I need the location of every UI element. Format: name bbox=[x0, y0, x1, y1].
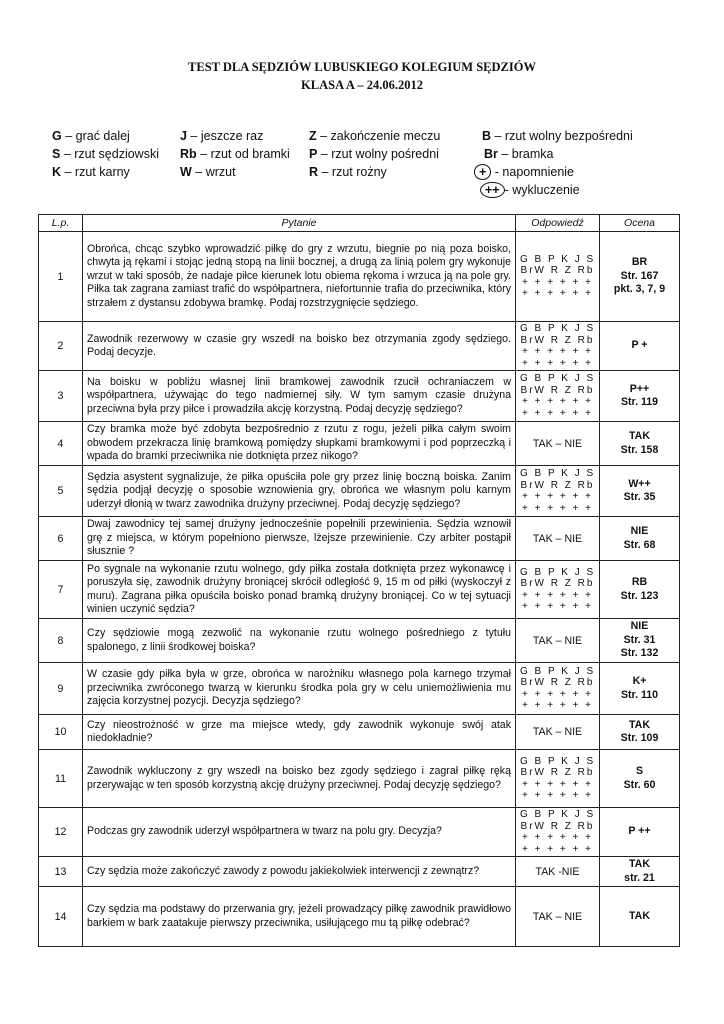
legend-item-Br: Br – bramka bbox=[484, 147, 554, 161]
caution-symbol: + bbox=[474, 164, 491, 180]
question-number: 14 bbox=[39, 887, 83, 947]
question-text: Na boisku w pobliżu własnej linii bramkowej zawodnik rzucił ochraniaczem w współpartnera, używając do tego nadmiernej siły. W tym samym czasie drużyna przeciwna była przy piłce i prowadziła akcję korzystną. Podaj decyzję sędziego? bbox=[83, 371, 516, 422]
header-score: Ocena bbox=[600, 215, 680, 232]
table-row bbox=[39, 232, 680, 322]
legend-item-W: W – wrzut bbox=[180, 165, 236, 179]
question-text: Po sygnale na wykonanie rzutu wolnego, gdy piłka została dotknięta przez wykonawcę i poruszyła się, zawodnik drużyny broniącej skrócił odległość 9, 15 m od piłki (wyskoczył z muru). Zagrana piłka opuściła boisko ponad bramką drużyny broniącej. Co w tej sytuacji winien uczynić sędzia? bbox=[83, 561, 516, 619]
answer-grid-row4: + + + + + + bbox=[522, 357, 593, 369]
score-cell: K+ Str. 110 bbox=[600, 663, 680, 715]
table-row bbox=[39, 466, 680, 517]
answer-grid-row1: G B P K J S bbox=[520, 755, 596, 767]
answer-grid-row1: G B P K J S bbox=[520, 468, 596, 479]
answer-grid-row1: G B P K J S bbox=[520, 566, 596, 578]
question-number: 10 bbox=[39, 715, 83, 750]
question-number: 13 bbox=[39, 857, 83, 887]
answer-grid-row1: G B P K J S bbox=[520, 809, 596, 820]
question-number: 1 bbox=[39, 232, 83, 322]
table-row bbox=[39, 619, 680, 663]
question-number: 2 bbox=[39, 322, 83, 371]
answer-grid bbox=[520, 567, 595, 613]
question-number: 5 bbox=[39, 466, 83, 517]
answer-text: TAK – NIE bbox=[532, 726, 583, 738]
table-row bbox=[39, 750, 680, 808]
questions-body bbox=[39, 232, 680, 947]
question-text: W czasie gdy piłka była w grze, obrońca w narożniku własnego pola karnego trzymał przeciwnika zwróconego twarzą w kierunku środka pola gry w celu uniemożliwienia mu zajęcia korzystnej pozycji. Decyzja sędziego? bbox=[83, 663, 516, 715]
answer-cell bbox=[516, 517, 600, 561]
answer-grid bbox=[520, 323, 595, 369]
answer-grid bbox=[520, 468, 595, 514]
answer-text: TAK – NIE bbox=[532, 910, 583, 923]
legend-item-J: J – jeszcze raz bbox=[180, 129, 264, 143]
answer-cell bbox=[516, 466, 600, 517]
answer-grid bbox=[520, 809, 595, 855]
score-cell: P++ Str. 119 bbox=[600, 371, 680, 422]
question-number: 4 bbox=[39, 422, 83, 466]
answer-text: TAK -NIE bbox=[535, 865, 580, 878]
answer-grid-row4: + + + + + + bbox=[522, 288, 593, 299]
score-cell: S Str. 60 bbox=[600, 750, 680, 808]
question-number: 9 bbox=[39, 663, 83, 715]
legend-item-G: G – grać dalej bbox=[52, 129, 130, 143]
answer-grid bbox=[520, 254, 595, 300]
question-text: Podczas gry zawodnik uderzył współpartnera w twarz na polu gry. Decyzja? bbox=[83, 808, 516, 857]
answer-cell bbox=[516, 561, 600, 619]
answer-cell bbox=[516, 619, 600, 663]
answer-grid-row4: + + + + + + bbox=[522, 700, 593, 711]
legend-item-sending-off: ++ - wykluczenie bbox=[480, 182, 580, 199]
table-row bbox=[39, 322, 680, 371]
header-answer: Odpowiedź bbox=[516, 215, 600, 232]
legend-item-P: P – rzut wolny pośredni bbox=[309, 147, 439, 161]
question-number: 6 bbox=[39, 517, 83, 561]
answer-grid bbox=[520, 373, 595, 419]
question-number: 11 bbox=[39, 750, 83, 808]
legend-item-Z: Z – zakończenie meczu bbox=[309, 129, 441, 143]
question-text: Czy sędzia ma podstawy do przerwania gry, jeżeli prowadzący piłkę zawodnik prawidłowo barkiem w bark zaatakuje pierwszy przeciwnika, usiłującego mu tą piłkę odebrać? bbox=[83, 887, 516, 947]
legend-item-S: S – rzut sędziowski bbox=[52, 147, 159, 161]
score-cell: P ++ bbox=[600, 808, 680, 857]
legend-item-caution: + - napomnienie bbox=[474, 164, 574, 181]
answer-grid-row4: + + + + + + bbox=[522, 601, 593, 612]
answer-cell bbox=[516, 322, 600, 371]
answer-grid-row4: + + + + + + bbox=[522, 502, 593, 514]
score-cell: BR Str. 167 pkt. 3, 7, 9 bbox=[600, 232, 680, 322]
answer-grid-row2: BrW R Z Rb bbox=[520, 479, 595, 491]
table-header-row bbox=[39, 215, 680, 232]
question-text: Czy sędzia może zakończyć zawody z powodu jakiekolwiek interwencji z zewnątrz? bbox=[83, 857, 516, 887]
score-cell: RB Str. 123 bbox=[600, 561, 680, 619]
answer-cell bbox=[516, 371, 600, 422]
answer-cell bbox=[516, 715, 600, 750]
score-cell: P + bbox=[600, 322, 680, 371]
questions-table bbox=[38, 214, 680, 947]
answer-grid-row1: G B P K J S bbox=[520, 323, 596, 334]
answer-text: TAK – NIE bbox=[532, 532, 583, 545]
answer-cell bbox=[516, 750, 600, 808]
answer-grid-row1: G B P K J S bbox=[520, 253, 596, 265]
table-row bbox=[39, 561, 680, 619]
answer-cell bbox=[516, 808, 600, 857]
table-row bbox=[39, 715, 680, 750]
table-row bbox=[39, 663, 680, 715]
question-text: Zawodnik rezerwowy w czasie gry wszedł na boisko bez otrzymania zgody sędziego. Podaj decyzje. bbox=[83, 322, 516, 371]
question-text: Sędzia asystent sygnalizuje, że piłka opuściła pole gry przez linię boczną boiska. Zanim sędzia podjął decyzję o sposobie wznowienia gry, obrońca we własnym polu karnym uderzył dłonią w twarz zawodnika drużyny przeciwnej. Podaj decyzję sędziego? bbox=[83, 466, 516, 517]
answer-grid-row3: + + + + + + bbox=[522, 276, 593, 288]
answer-text: TAK – NIE bbox=[532, 634, 583, 647]
document-title: TEST DLA SĘDZIÓW LUBUSKIEGO KOLEGIUM SĘDZIÓW bbox=[188, 60, 536, 74]
answer-grid-row3: + + + + + + bbox=[522, 589, 593, 601]
header-question: Pytanie bbox=[83, 215, 516, 232]
answer-grid-row2: BrW R Z Rb bbox=[520, 820, 595, 832]
answer-cell bbox=[516, 232, 600, 322]
answer-grid-row3: + + + + + + bbox=[522, 778, 593, 790]
legend-item-B: B – rzut wolny bezpośredni bbox=[482, 129, 633, 143]
answer-grid-row4: + + + + + + bbox=[522, 407, 593, 419]
score-cell: NIE Str. 68 bbox=[600, 517, 680, 561]
question-number: 12 bbox=[39, 808, 83, 857]
table-row bbox=[39, 808, 680, 857]
answer-grid bbox=[520, 666, 595, 712]
answer-grid-row2: BrW R Z Rb bbox=[520, 265, 595, 276]
table-row bbox=[39, 857, 680, 887]
answer-grid-row3: + + + + + + bbox=[522, 832, 593, 843]
answer-cell bbox=[516, 422, 600, 466]
question-text: Czy sędziowie mogą zezwolić na wykonanie rzutu wolnego pośredniego z tytułu spalonego, z linii środkowej boiska? bbox=[83, 619, 516, 663]
answer-grid-row2: BrW R Z Rb bbox=[520, 578, 595, 589]
score-cell: TAK bbox=[600, 887, 680, 947]
table-row bbox=[39, 371, 680, 422]
legend-item-Rb: Rb – rzut od bramki bbox=[180, 147, 290, 161]
question-number: 7 bbox=[39, 561, 83, 619]
answer-cell bbox=[516, 857, 600, 887]
score-cell: TAK Str. 158 bbox=[600, 422, 680, 466]
question-text: Dwaj zawodnicy tej samej drużyny jednocześnie popełnili przewinienia. Sędzia wznowił grę z miejsca, w którym popełniono pierwsze, lżejsze przewinienie. Czy arbiter postąpił słusznie ? bbox=[83, 517, 516, 561]
answer-grid-row3: + + + + + + bbox=[522, 396, 593, 407]
table-row bbox=[39, 422, 680, 466]
score-cell: W++ Str. 35 bbox=[600, 466, 680, 517]
answer-grid-row4: + + + + + + bbox=[522, 843, 593, 855]
legend-item-R: R – rzut rożny bbox=[309, 165, 387, 179]
legend-item-K: K – rzut karny bbox=[52, 165, 130, 179]
score-cell: NIE Str. 31 Str. 132 bbox=[600, 619, 680, 663]
header-lp: L.p. bbox=[39, 215, 83, 232]
table-row bbox=[39, 887, 680, 947]
answer-grid-row2: BrW R Z Rb bbox=[520, 334, 595, 346]
answer-grid-row2: BrW R Z Rb bbox=[520, 384, 595, 396]
answer-cell bbox=[516, 887, 600, 947]
answer-grid-row3: + + + + + + bbox=[522, 491, 593, 502]
question-text: Czy bramka może być zdobyta bezpośrednio z rzutu z rogu, jeżeli piłka całym swoim obwodem przekracza linię bramkową pomiędzy słupkami bramkowymi i pod poprzeczką i wpada do bramki przeciwnika nie dotknięta przez nikogo? bbox=[83, 422, 516, 466]
answer-text: TAK – NIE bbox=[532, 437, 583, 450]
score-cell: TAK str. 21 bbox=[600, 857, 680, 887]
answer-grid-row2: BrW R Z Rb bbox=[520, 677, 595, 688]
answer-grid-row3: + + + + + + bbox=[522, 346, 593, 357]
legend bbox=[52, 128, 692, 200]
question-text: Obrońca, chcąc szybko wprowadzić piłkę do gry z wrzutu, biegnie po nią poza boisko, chwyta ją rękami i stojąc jedną stopą na linii bocznej, a drugą za linią polem gry wykonuje wrzut w taki sposób, że nadaje piłce kierunek lotu obiema rękoma i wrzuca ją na pole gry. Piłka tak zagrana zamiast trafić do współpartnera, niefortunnie trafia do przeciwnika, który strzałem z dystansu zdobywa bramkę. Podaj rozstrzygnięcie sędziego. bbox=[83, 232, 516, 322]
answer-grid-row2: BrW R Z Rb bbox=[520, 767, 595, 778]
sending-off-symbol: ++ bbox=[480, 182, 505, 198]
answer-grid-row1: G B P K J S bbox=[520, 373, 596, 384]
score-cell: TAK Str. 109 bbox=[600, 715, 680, 750]
question-text: Czy nieostrożność w grze ma miejsce wtedy, gdy zawodnik wykonuje swój atak niedokładnie? bbox=[83, 715, 516, 750]
question-number: 3 bbox=[39, 371, 83, 422]
question-number: 8 bbox=[39, 619, 83, 663]
answer-grid-row3: + + + + + + bbox=[522, 688, 593, 700]
answer-grid bbox=[520, 756, 595, 802]
document-subtitle: KLASA A – 24.06.2012 bbox=[301, 78, 423, 92]
answer-grid-row1: G B P K J S bbox=[520, 665, 596, 677]
answer-grid-row4: + + + + + + bbox=[522, 790, 593, 801]
answer-cell bbox=[516, 663, 600, 715]
table-row bbox=[39, 517, 680, 561]
question-text: Zawodnik wykluczony z gry wszedł na boisko bez zgody sędziego i zagrał piłkę ręką przerywając w ten sposób korzystną akcję drużyny przeciwnej. Podaj decyzję sędziego? bbox=[83, 750, 516, 808]
